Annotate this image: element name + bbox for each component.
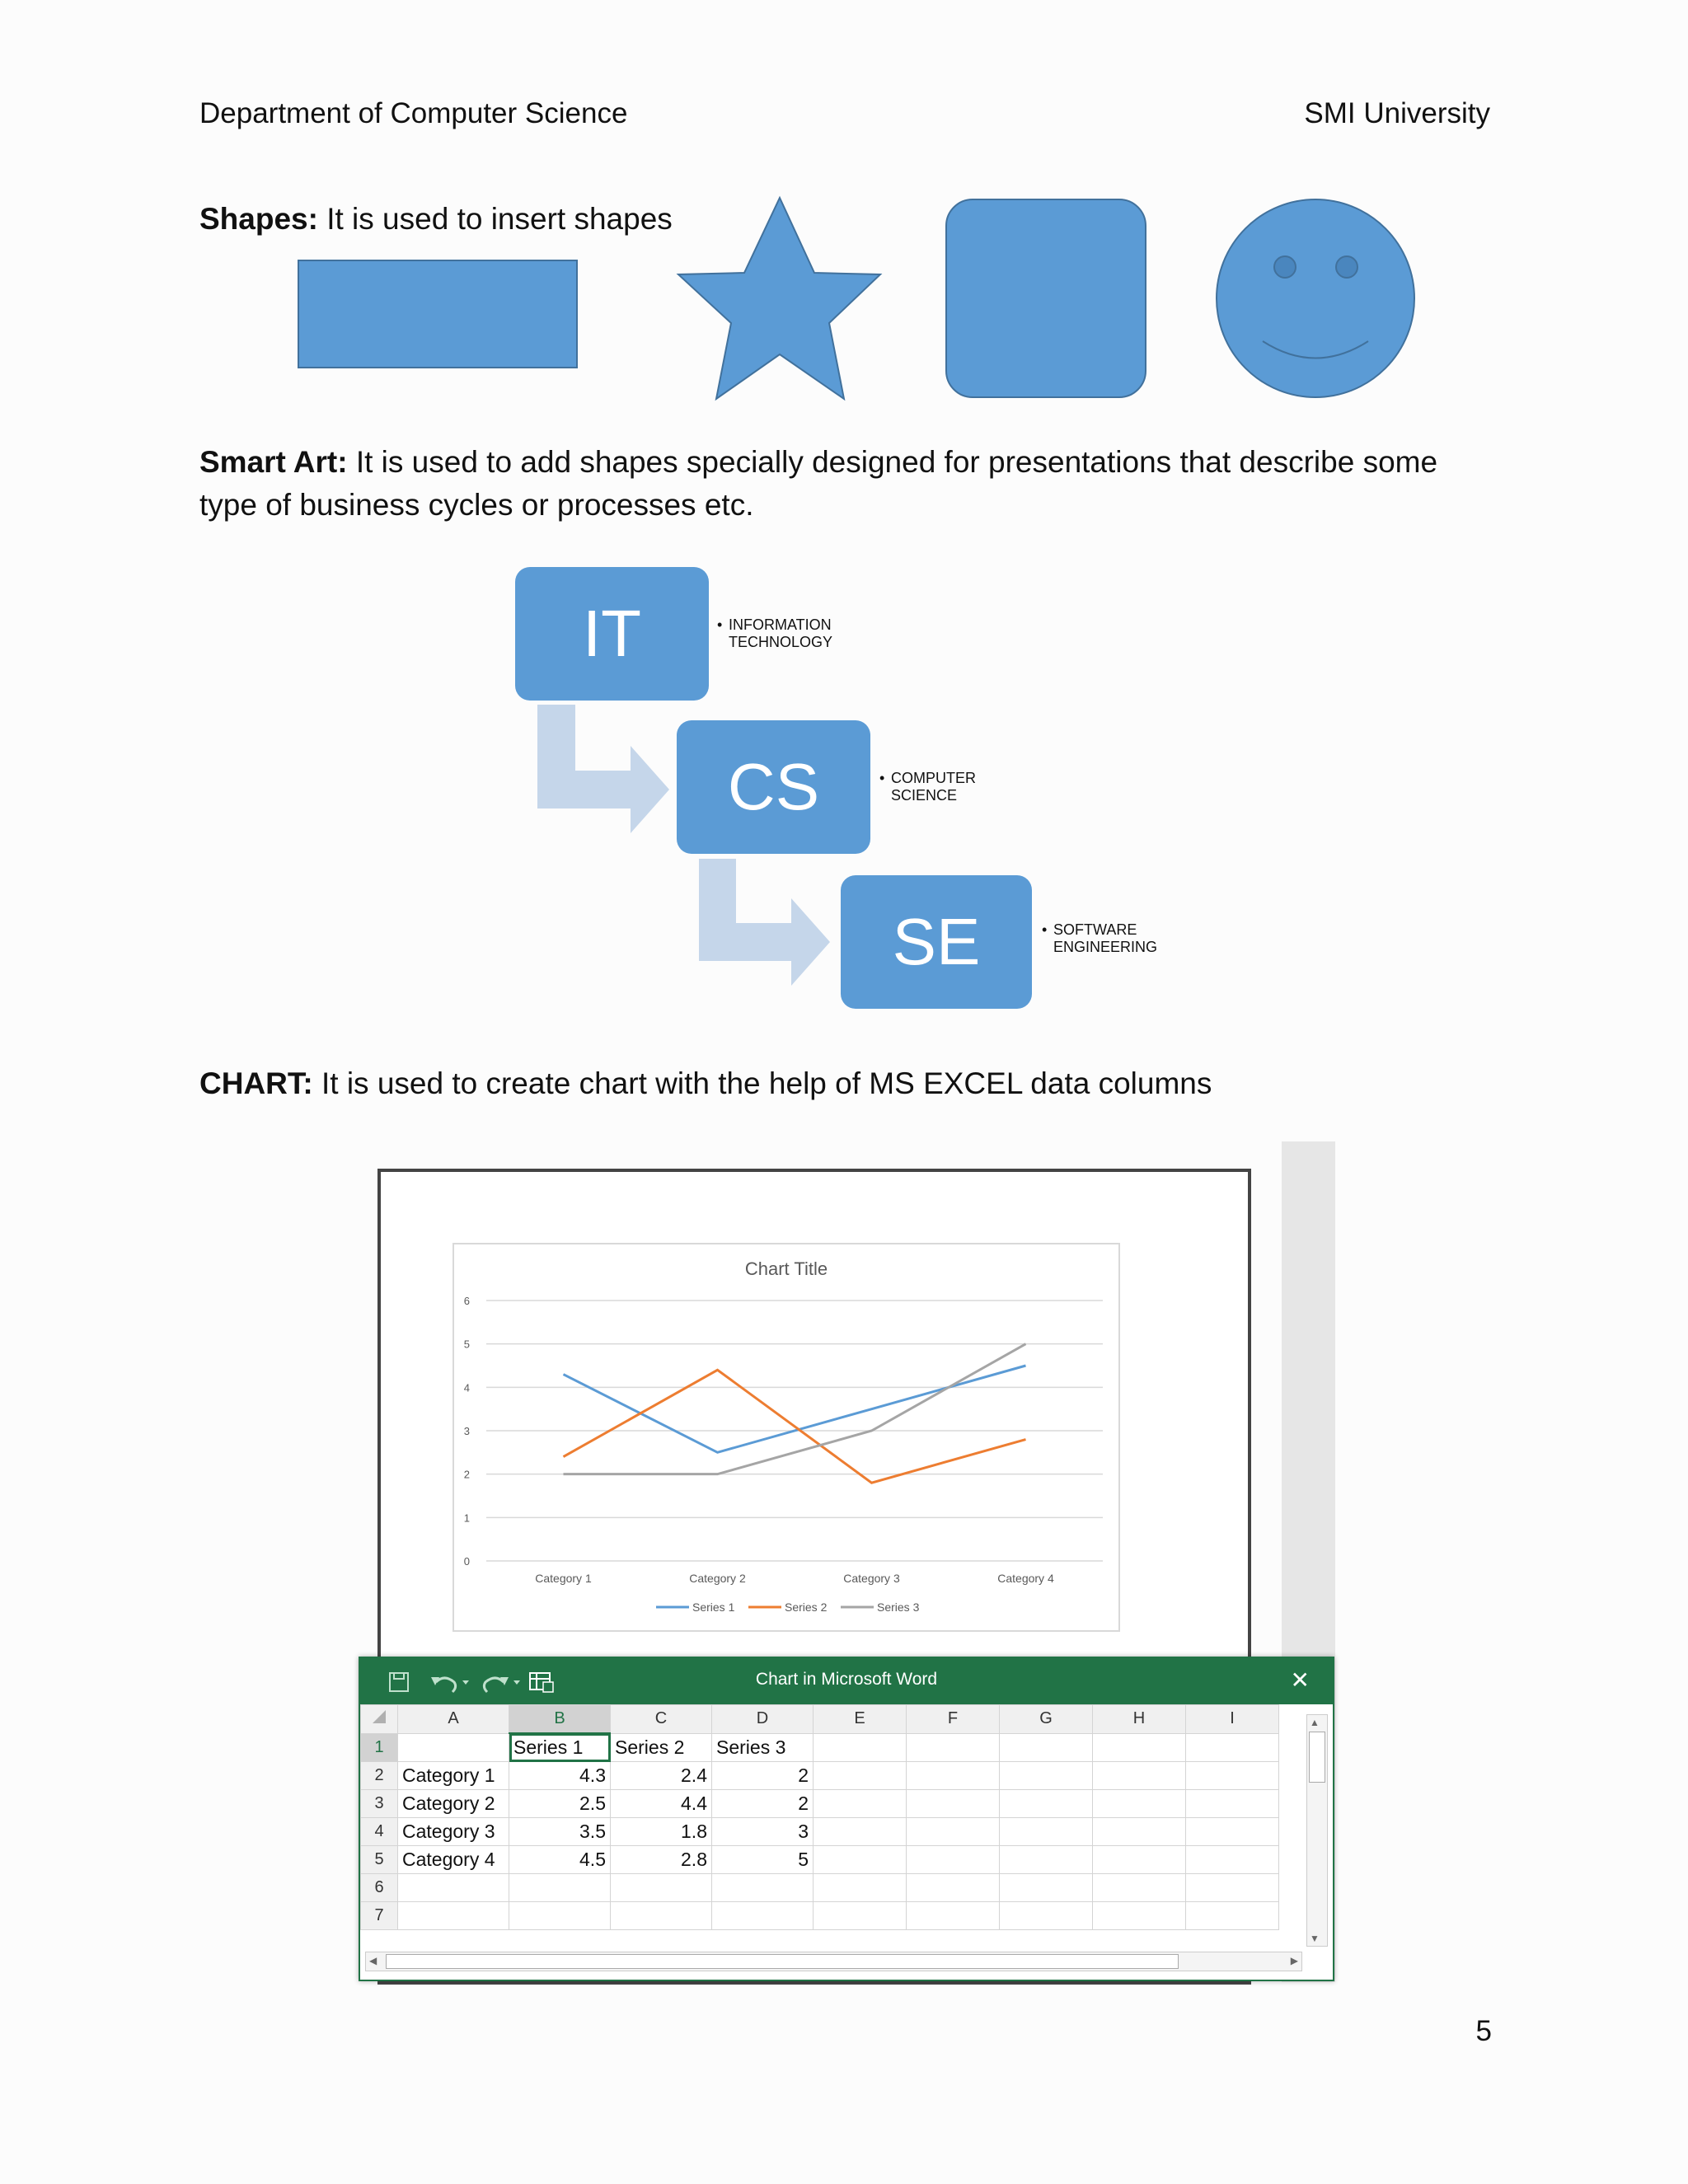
chart-label: CHART: bbox=[199, 1066, 313, 1100]
excel-data-window bbox=[359, 1657, 1334, 1981]
cell[interactable] bbox=[1093, 1790, 1186, 1818]
row-header[interactable]: 5 bbox=[361, 1846, 398, 1874]
cell[interactable] bbox=[712, 1902, 814, 1930]
cell[interactable] bbox=[1186, 1902, 1279, 1930]
x-tick-label: Category 2 bbox=[689, 1572, 746, 1585]
cell[interactable]: 2 bbox=[712, 1790, 814, 1818]
cell[interactable] bbox=[1000, 1902, 1093, 1930]
cell[interactable]: 2.5 bbox=[509, 1790, 611, 1818]
cell[interactable]: Category 3 bbox=[398, 1818, 509, 1846]
row-header[interactable]: 4 bbox=[361, 1818, 398, 1846]
y-tick-label: 6 bbox=[463, 1295, 470, 1307]
cell[interactable] bbox=[814, 1902, 907, 1930]
chart-text: It is used to create chart with the help of MS EXCEL data columns bbox=[312, 1066, 1212, 1100]
cell[interactable]: Category 1 bbox=[398, 1762, 509, 1790]
cell[interactable] bbox=[814, 1790, 907, 1818]
close-icon[interactable]: ✕ bbox=[1290, 1667, 1310, 1693]
cell[interactable] bbox=[907, 1846, 1000, 1874]
shapes-label: Shapes: bbox=[199, 202, 318, 236]
smartart-box-cs: CS bbox=[677, 720, 870, 854]
cell[interactable] bbox=[712, 1874, 814, 1902]
table-row bbox=[361, 1762, 1279, 1790]
smartart-note-it: • INFORMATION TECHNOLOGY bbox=[717, 616, 833, 650]
legend-label: Series 2 bbox=[785, 1601, 828, 1614]
table-row bbox=[361, 1818, 1279, 1846]
cell[interactable] bbox=[1093, 1902, 1186, 1930]
cell[interactable] bbox=[1000, 1874, 1093, 1902]
smartart-text: It is used to add shapes specially designed for presentations that describe some type of business cycles or processes etc. bbox=[199, 445, 1438, 522]
column-header-e[interactable]: E bbox=[814, 1705, 907, 1734]
cell[interactable] bbox=[1186, 1874, 1279, 1902]
x-tick-label: Category 3 bbox=[843, 1572, 900, 1585]
scroll-up-icon[interactable]: ▲ bbox=[1310, 1717, 1320, 1728]
column-header-f[interactable]: F bbox=[907, 1705, 1000, 1734]
scroll-right-icon[interactable]: ▶ bbox=[1290, 1955, 1298, 1966]
cell[interactable]: 5 bbox=[712, 1846, 814, 1874]
cell[interactable] bbox=[1000, 1818, 1093, 1846]
select-all-corner[interactable] bbox=[361, 1705, 398, 1734]
cell[interactable] bbox=[1186, 1790, 1279, 1818]
cell[interactable] bbox=[1093, 1762, 1186, 1790]
cell[interactable] bbox=[509, 1902, 611, 1930]
excel-title-bar bbox=[360, 1658, 1333, 1704]
smartart-note-cs: • COMPUTER SCIENCE bbox=[879, 770, 976, 804]
column-header-i[interactable]: I bbox=[1186, 1705, 1279, 1734]
legend-label: Series 1 bbox=[692, 1601, 735, 1614]
cell[interactable]: 4.4 bbox=[611, 1790, 712, 1818]
row-header[interactable]: 6 bbox=[361, 1874, 398, 1902]
header-right: SMI University bbox=[1304, 97, 1490, 129]
cell[interactable] bbox=[1186, 1818, 1279, 1846]
y-tick-label: 0 bbox=[463, 1555, 470, 1568]
cell[interactable]: Category 2 bbox=[398, 1790, 509, 1818]
column-header-row bbox=[361, 1705, 1279, 1734]
cell[interactable] bbox=[907, 1790, 1000, 1818]
cell[interactable]: 4.3 bbox=[509, 1762, 611, 1790]
scroll-down-icon[interactable]: ▼ bbox=[1310, 1933, 1320, 1944]
cell[interactable] bbox=[907, 1762, 1000, 1790]
cell[interactable] bbox=[1186, 1846, 1279, 1874]
cell[interactable] bbox=[1093, 1874, 1186, 1902]
shapes-text: It is used to insert shapes bbox=[317, 202, 673, 236]
cell[interactable] bbox=[814, 1733, 907, 1762]
row-header[interactable]: 1 bbox=[361, 1733, 398, 1762]
vertical-scrollbar[interactable] bbox=[1306, 1714, 1328, 1947]
cell[interactable] bbox=[1093, 1733, 1186, 1762]
y-tick-label: 3 bbox=[463, 1425, 470, 1437]
cell[interactable] bbox=[814, 1874, 907, 1902]
cell[interactable] bbox=[1000, 1733, 1093, 1762]
cell[interactable] bbox=[398, 1902, 509, 1930]
scroll-thumb-horizontal[interactable] bbox=[386, 1954, 1179, 1969]
cell[interactable] bbox=[907, 1818, 1000, 1846]
column-header-c[interactable]: C bbox=[611, 1705, 712, 1734]
cell[interactable] bbox=[509, 1874, 611, 1902]
cell[interactable] bbox=[1186, 1762, 1279, 1790]
cell[interactable]: 3 bbox=[712, 1818, 814, 1846]
chart-title: Chart Title bbox=[744, 1258, 828, 1279]
row-header[interactable]: 7 bbox=[361, 1902, 398, 1930]
column-header-b[interactable]: B bbox=[509, 1705, 611, 1734]
y-tick-label: 4 bbox=[463, 1381, 470, 1394]
y-tick-label: 5 bbox=[463, 1338, 470, 1351]
cell-active[interactable]: Series 1 bbox=[509, 1733, 611, 1762]
column-header-a[interactable]: A bbox=[398, 1705, 509, 1734]
smartart-note-se: • SOFTWARE ENGINEERING bbox=[1042, 921, 1158, 955]
column-header-h[interactable]: H bbox=[1093, 1705, 1186, 1734]
horizontal-scrollbar[interactable] bbox=[365, 1952, 1302, 1971]
table-row bbox=[361, 1846, 1279, 1874]
cell[interactable] bbox=[814, 1818, 907, 1846]
cell[interactable] bbox=[1000, 1762, 1093, 1790]
legend-label: Series 3 bbox=[877, 1601, 920, 1614]
smartart-box-it: IT bbox=[515, 567, 709, 701]
table-row bbox=[361, 1790, 1279, 1818]
column-header-d[interactable]: D bbox=[712, 1705, 814, 1734]
table-row bbox=[361, 1733, 1279, 1762]
cell[interactable]: 2 bbox=[712, 1762, 814, 1790]
cell[interactable] bbox=[1093, 1846, 1186, 1874]
cell[interactable]: 3.5 bbox=[509, 1818, 611, 1846]
excel-window-title: Chart in Microsoft Word bbox=[755, 1670, 938, 1689]
scroll-thumb[interactable] bbox=[1309, 1732, 1325, 1783]
excel-grid bbox=[360, 1704, 1279, 1930]
cell[interactable] bbox=[907, 1733, 1000, 1762]
header-left: Department of Computer Science bbox=[199, 97, 628, 129]
cell[interactable]: Category 4 bbox=[398, 1846, 509, 1874]
cell[interactable]: 2.4 bbox=[611, 1762, 712, 1790]
cell[interactable] bbox=[1186, 1733, 1279, 1762]
cell[interactable] bbox=[398, 1733, 509, 1762]
cell[interactable]: 4.5 bbox=[509, 1846, 611, 1874]
smartart-label: Smart Art: bbox=[199, 445, 348, 479]
cell[interactable] bbox=[1000, 1790, 1093, 1818]
table-row bbox=[361, 1902, 1279, 1930]
cell[interactable]: Series 2 bbox=[611, 1733, 712, 1762]
smartart-box-se: SE bbox=[841, 875, 1032, 1009]
cell[interactable] bbox=[814, 1762, 907, 1790]
cell[interactable] bbox=[1093, 1818, 1186, 1846]
table-row bbox=[361, 1874, 1279, 1902]
cell[interactable]: Series 3 bbox=[712, 1733, 814, 1762]
x-tick-label: Category 1 bbox=[535, 1572, 592, 1585]
cell[interactable] bbox=[398, 1874, 509, 1902]
cell[interactable] bbox=[611, 1874, 712, 1902]
page-number: 5 bbox=[1475, 2015, 1492, 2047]
y-tick-label: 2 bbox=[463, 1468, 470, 1481]
cell[interactable] bbox=[907, 1902, 1000, 1930]
row-header[interactable]: 2 bbox=[361, 1762, 398, 1790]
cell[interactable]: 1.8 bbox=[611, 1818, 712, 1846]
cell[interactable] bbox=[611, 1902, 712, 1930]
cell[interactable]: 2.8 bbox=[611, 1846, 712, 1874]
cell[interactable] bbox=[1000, 1846, 1093, 1874]
cell[interactable] bbox=[907, 1874, 1000, 1902]
x-tick-label: Category 4 bbox=[997, 1572, 1054, 1585]
scroll-left-icon[interactable]: ◀ bbox=[369, 1955, 377, 1966]
column-header-g[interactable]: G bbox=[1000, 1705, 1093, 1734]
cell[interactable] bbox=[814, 1846, 907, 1874]
row-header[interactable]: 3 bbox=[361, 1790, 398, 1818]
y-tick-label: 1 bbox=[463, 1511, 470, 1525]
